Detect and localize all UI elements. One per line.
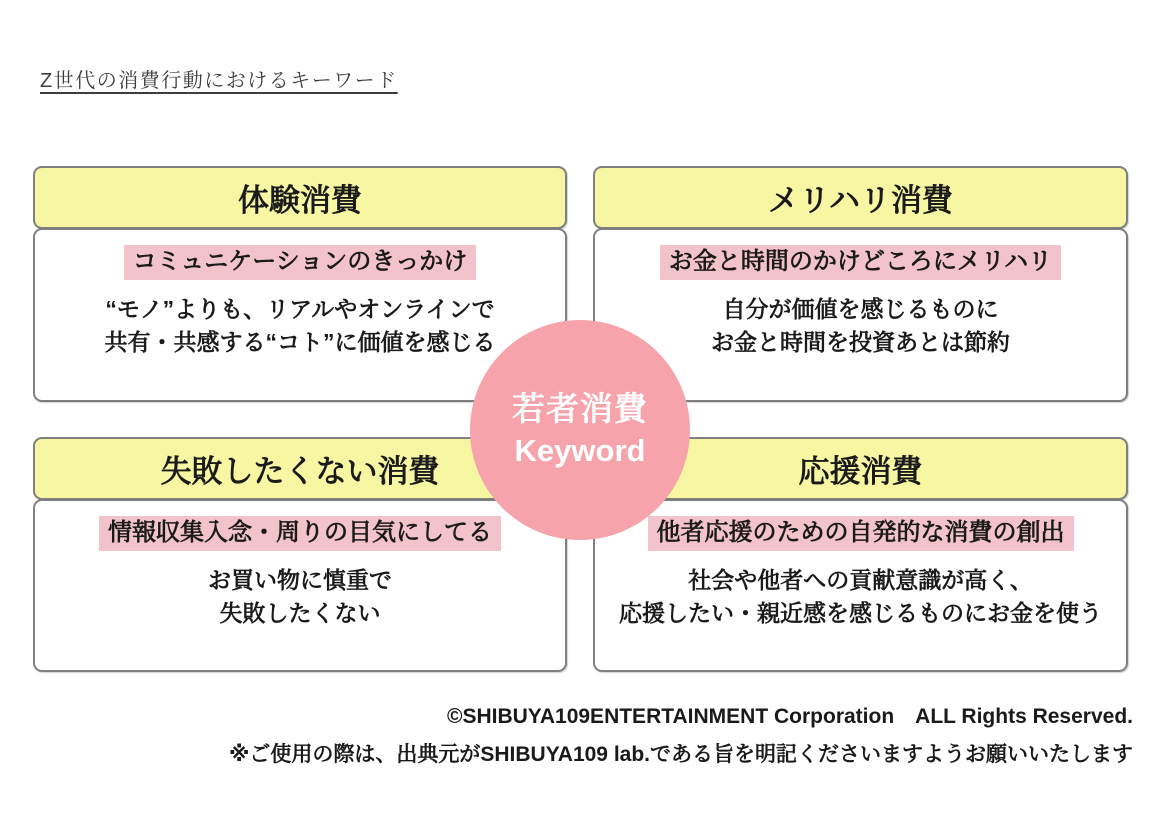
card-body-support: [593, 499, 1128, 672]
card-header-merihari: [593, 166, 1128, 229]
card-highlight-support: 他者応援のための自発的な消費の創出: [648, 516, 1074, 551]
attribution-notice: ※ご使用の際は、出典元がSHIBUYA109 lab.である旨を明記くださいますようお願いいたします: [228, 743, 1133, 767]
page-title: Z世代の消費行動におけるキーワード: [40, 70, 398, 92]
card-highlight-no-failure: 情報収集入念・周りの目気にしてる: [99, 516, 501, 551]
keyword-badge-line1: 若者消費: [512, 390, 648, 428]
card-header-no-failure-label: 失敗したくない消費: [160, 454, 440, 489]
card-header-merihari-label: メリハリ消費: [767, 183, 954, 218]
card-body-no-failure: [33, 499, 567, 672]
description-line: お金と時間を投資あとは節約: [711, 328, 1010, 355]
description-line: 共有・共感する“コト”に価値を感じる: [104, 328, 496, 355]
card-highlight-experience: コミュニケーションのきっかけ: [124, 245, 477, 280]
card-highlight-merihari: お金と時間のかけどころにメリハリ: [660, 245, 1061, 280]
description-line: お買い物に慎重で: [208, 566, 392, 593]
description-line: “モノ”よりも、リアルやオンラインで: [105, 295, 495, 322]
card-header-support-label: 応援消費: [798, 454, 923, 489]
keyword-badge-line2: Keyword: [514, 433, 646, 469]
card-description-merihari: [711, 293, 1010, 359]
card-description-experience: [105, 293, 496, 359]
keyword-badge: [470, 320, 690, 540]
footer: [229, 704, 1133, 769]
card-description-support: [619, 564, 1102, 630]
description-line: 社会や他者への貢献意識が高く、: [688, 566, 1033, 593]
card-header-experience-label: 体験消費: [238, 183, 362, 218]
copyright-text: ©SHIBUYA109ENTERTAINMENT Corporation ALL Rights Reserved.: [446, 705, 1133, 728]
card-header-experience: [33, 166, 567, 229]
description-line: 失敗したくない: [219, 599, 381, 626]
description-line: 応援したい・親近感を感じるものにお金を使う: [619, 599, 1102, 626]
description-line: 自分が価値を感じるものに: [722, 295, 999, 322]
card-description-no-failure: [208, 564, 392, 630]
